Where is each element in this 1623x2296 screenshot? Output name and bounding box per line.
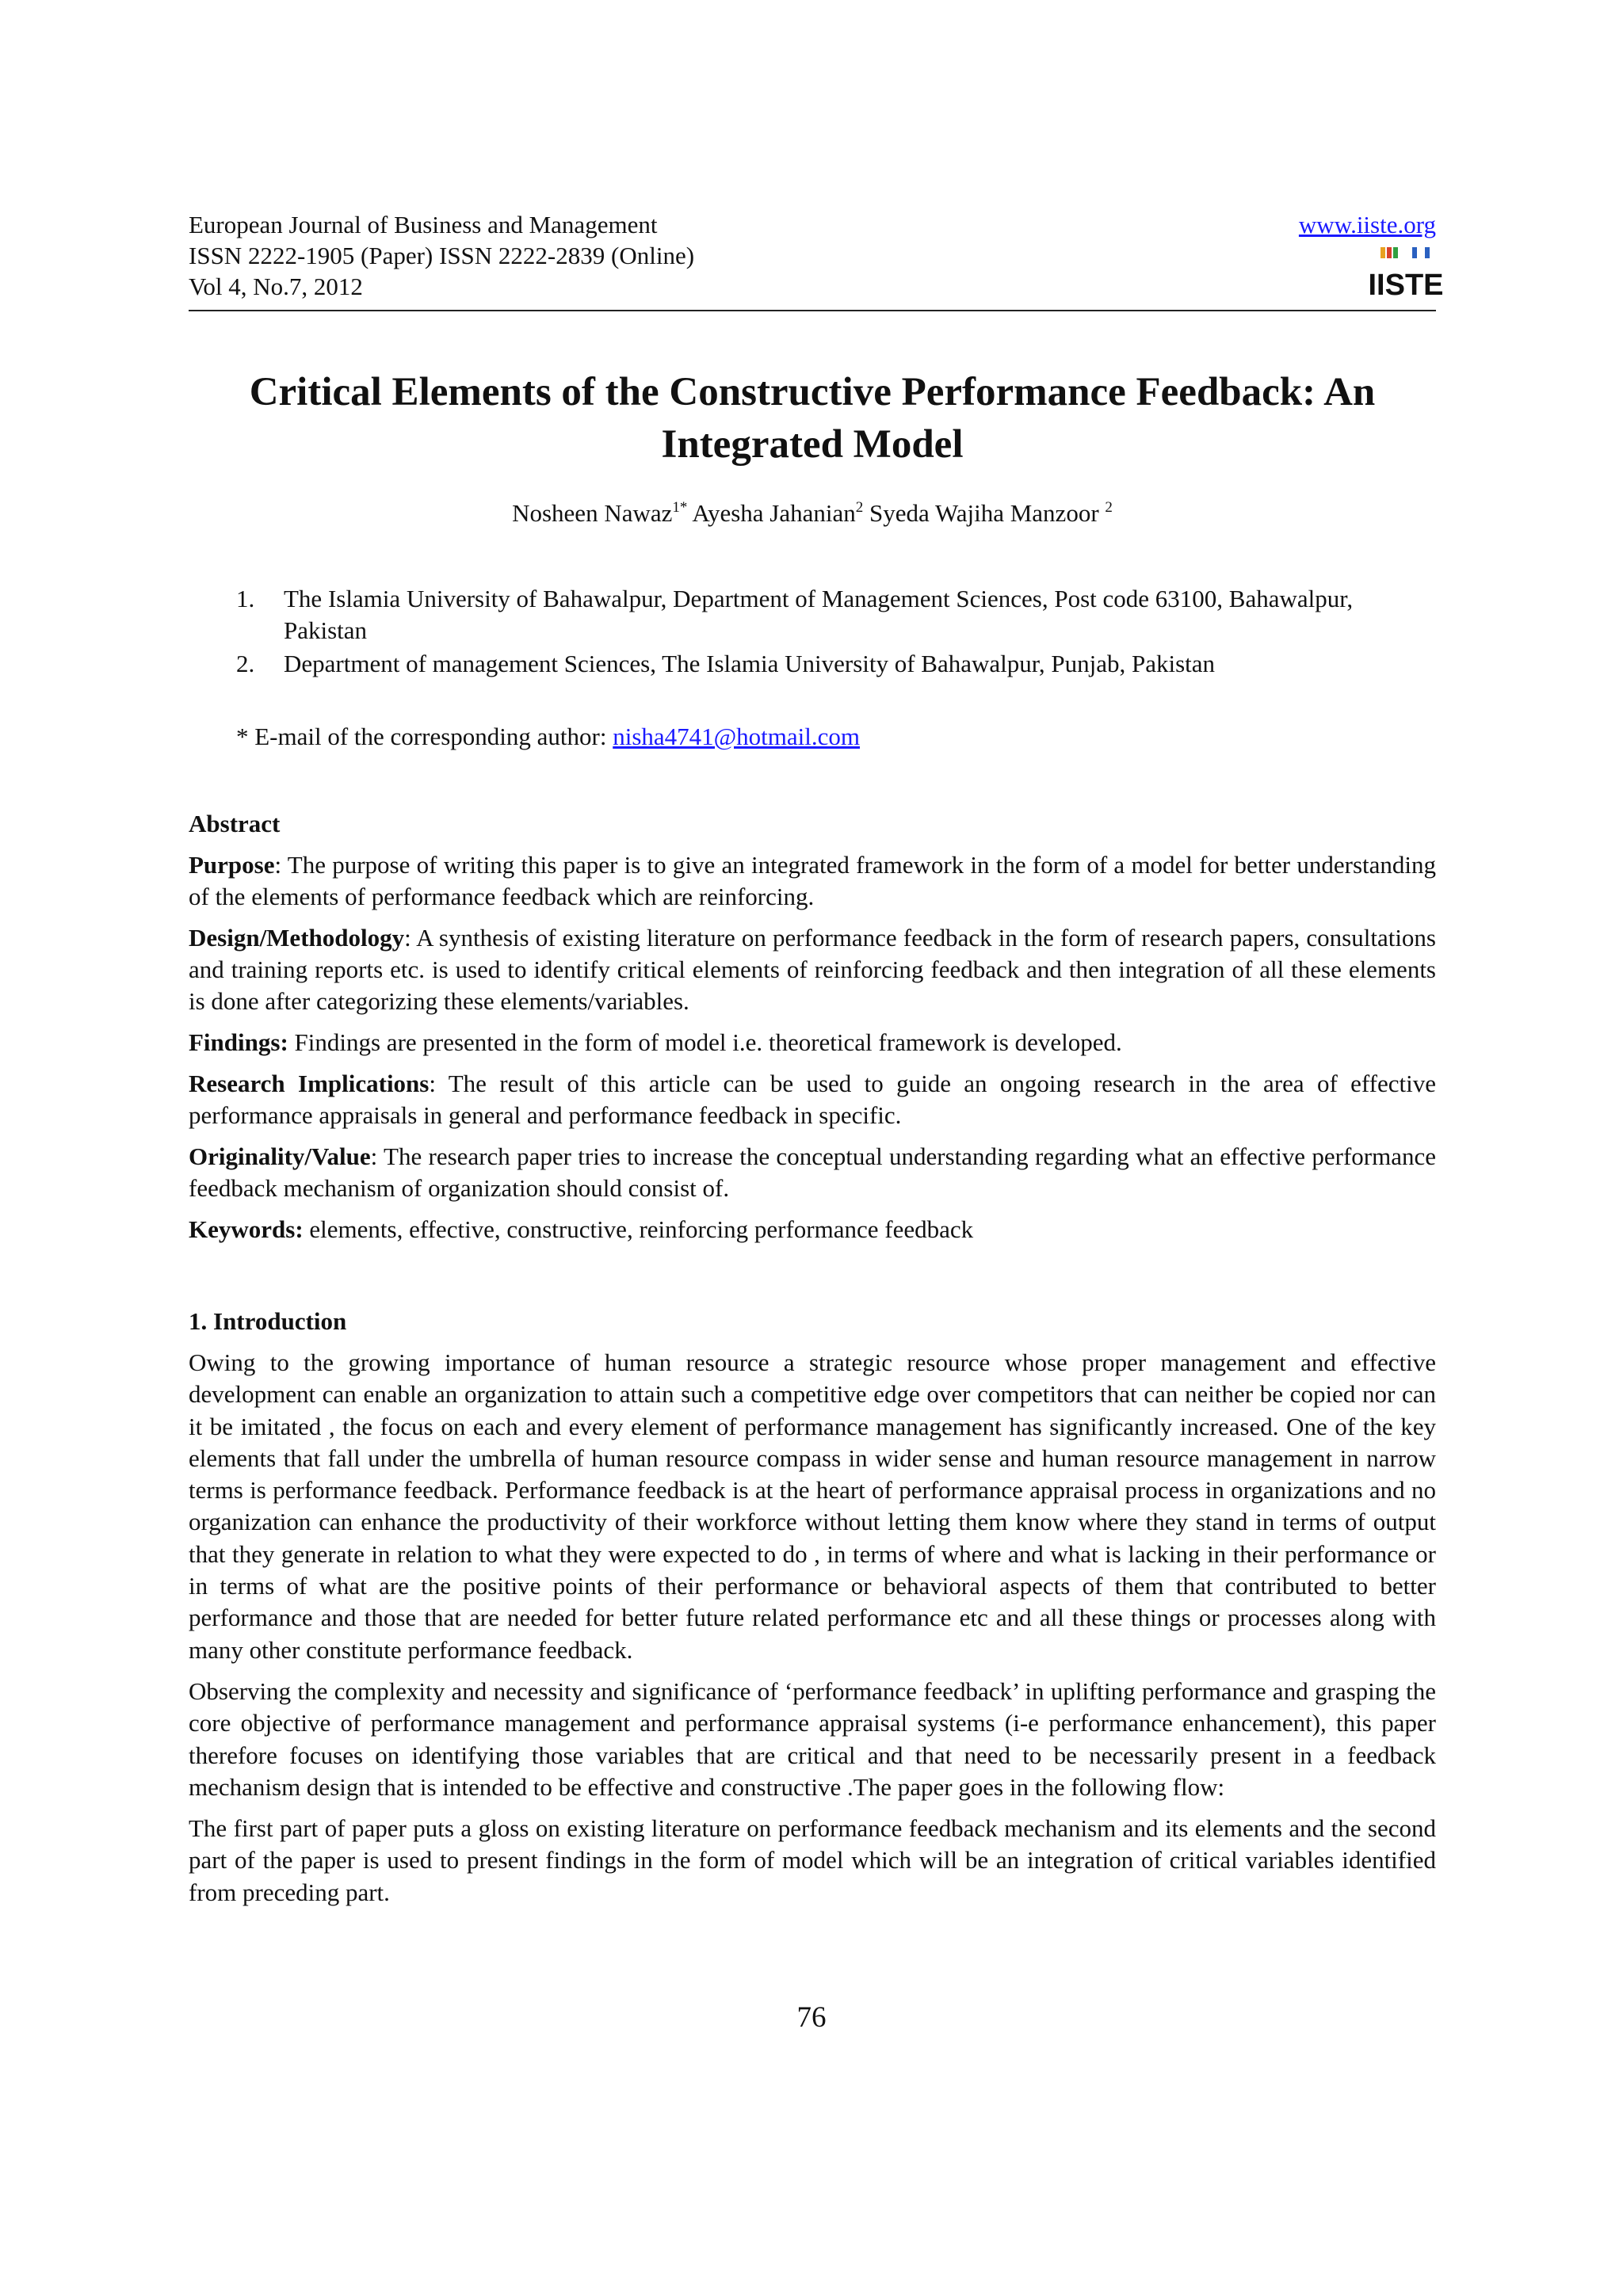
abstract-label: Research Implications bbox=[189, 1070, 430, 1097]
email-label: * E-mail of the corresponding author: bbox=[236, 723, 613, 750]
affiliation-item bbox=[236, 583, 1393, 646]
journal-issn: ISSN 2222-1905 (Paper) ISSN 2222-2839 (Online) bbox=[189, 242, 695, 269]
abstract-label: Design/Methodology bbox=[189, 924, 405, 952]
abstract-originality-value bbox=[189, 1141, 1436, 1204]
abstract-text: : The purpose of writing this paper is to give an integrated framework in the form of a model for better understanding of the elements of performance feedback which are reinforcing. bbox=[189, 851, 1436, 910]
abstract-research-implications bbox=[189, 1068, 1436, 1131]
page-number: 76 bbox=[796, 2001, 827, 2034]
author-name: Ayesha Jahanian bbox=[692, 499, 856, 527]
abstract-label: Originality/Value bbox=[189, 1142, 371, 1170]
abstract-label: Keywords: bbox=[189, 1215, 304, 1243]
abstract-design-methodology bbox=[189, 922, 1436, 1017]
iiste-logo bbox=[1368, 246, 1444, 302]
abstract-findings bbox=[189, 1027, 1436, 1058]
abstract-text: : The result of this article can be used to guide an ongoing research in the area of effective performance appraisals in general and performance feedback in specific. bbox=[189, 1070, 1436, 1129]
body-paragraph: Owing to the growing importance of human resource a strategic resource whose proper management and effective development can enable an organization to attain such a competitive edge over competitors that can neither be copied nor can it be imitated , the focus on each and every element of performance management has significantly increased. One of the key elements that fall under the umbrella of human resource compass in wider sense and human resource management in narrow terms is performance feedback. Performance feedback is at the heart of performance appraisal process in organizations and no organization can enhance the productivity of their workforce without letting them know where they stand in terms of output that they generate in relation to what they were expected to do , in terms of where and what is lacking in their performance or in terms of what are the positive points of their performance or behavioral aspects of them that contributed to better performance and those that are needed for better future related performance etc and all these things or processes along with many other constitute performance feedback. bbox=[189, 1348, 1436, 1664]
abstract-text: elements, effective, constructive, reinforcing performance feedback bbox=[303, 1215, 974, 1243]
affiliation-number: 1. bbox=[236, 585, 255, 612]
logo-text: IISTE bbox=[1368, 269, 1444, 302]
author-affiliation-mark: 2 bbox=[1105, 499, 1113, 516]
abstract-label: Purpose bbox=[189, 851, 275, 879]
abstract-purpose bbox=[189, 849, 1436, 913]
affiliation-text: The Islamia University of Bahawalpur, Department of Management Sciences, Post code 63100, Bahawalpur, Pakistan bbox=[284, 585, 1354, 644]
journal-header bbox=[189, 209, 1444, 302]
author-name: Syeda Wajiha Manzoor bbox=[869, 499, 1099, 527]
affiliation-item bbox=[236, 648, 1393, 680]
author-name: Nosheen Nawaz bbox=[512, 499, 673, 527]
abstract-text: : The research paper tries to increase the conceptual understanding regarding what an effective performance feedback mechanism of organization should consist of. bbox=[189, 1142, 1436, 1202]
abstract-text: Findings are presented in the form of model i.e. theoretical framework is developed. bbox=[288, 1028, 1122, 1056]
affiliation-number: 2. bbox=[236, 650, 255, 677]
abstract-label: Findings: bbox=[189, 1028, 288, 1056]
website-link[interactable]: www.iiste.org bbox=[1298, 211, 1436, 238]
author-affiliation-mark: 2 bbox=[855, 499, 864, 516]
affiliation-text: Department of management Sciences, The Islamia University of Bahawalpur, Punjab, Pakistan bbox=[284, 650, 1216, 677]
introduction-heading: 1. Introduction bbox=[189, 1307, 347, 1335]
abstract-heading: Abstract bbox=[189, 810, 281, 837]
affiliation-list bbox=[236, 583, 1393, 681]
introduction-section bbox=[189, 1306, 1436, 1918]
body-paragraph: Observing the complexity and necessity and significance of ‘performance feedback’ in uplifting performance and grasping the core objective of performance management and performance appraisal systems (i-e performance enhancement), this paper therefore focuses on identifying those variables that are critical and that need to be necessarily present in a feedback mechanism design that is intended to be effective and constructive .The paper goes in the following flow: bbox=[189, 1676, 1436, 1801]
body-paragraph: The first part of paper puts a gloss on existing literature on performance feedback mechanism and its elements and the second part of the paper is used to present findings in the form of model which will be an integration of critical variables identified from preceding part. bbox=[189, 1814, 1436, 1906]
header-rule bbox=[189, 310, 1436, 311]
corresponding-email bbox=[236, 721, 860, 753]
journal-name: European Journal of Business and Management bbox=[189, 211, 658, 238]
paper-title: Critical Elements of the Constructive Performance Feedback: An Integrated Model bbox=[249, 370, 1376, 467]
author-line bbox=[189, 498, 1436, 529]
email-link[interactable]: nisha4741@hotmail.com bbox=[613, 723, 861, 750]
abstract-keywords bbox=[189, 1214, 1436, 1245]
author-affiliation-mark: 1* bbox=[672, 499, 688, 516]
abstract-section bbox=[189, 808, 1436, 1255]
journal-volume: Vol 4, No.7, 2012 bbox=[189, 273, 363, 300]
abstract-text: : A synthesis of existing literature on performance feedback in the form of research papers, consultations and training reports etc. is used to identify critical elements of reinforcing feedback and then integration of all these elements is done after categorizing these elements/variables. bbox=[189, 924, 1436, 1015]
